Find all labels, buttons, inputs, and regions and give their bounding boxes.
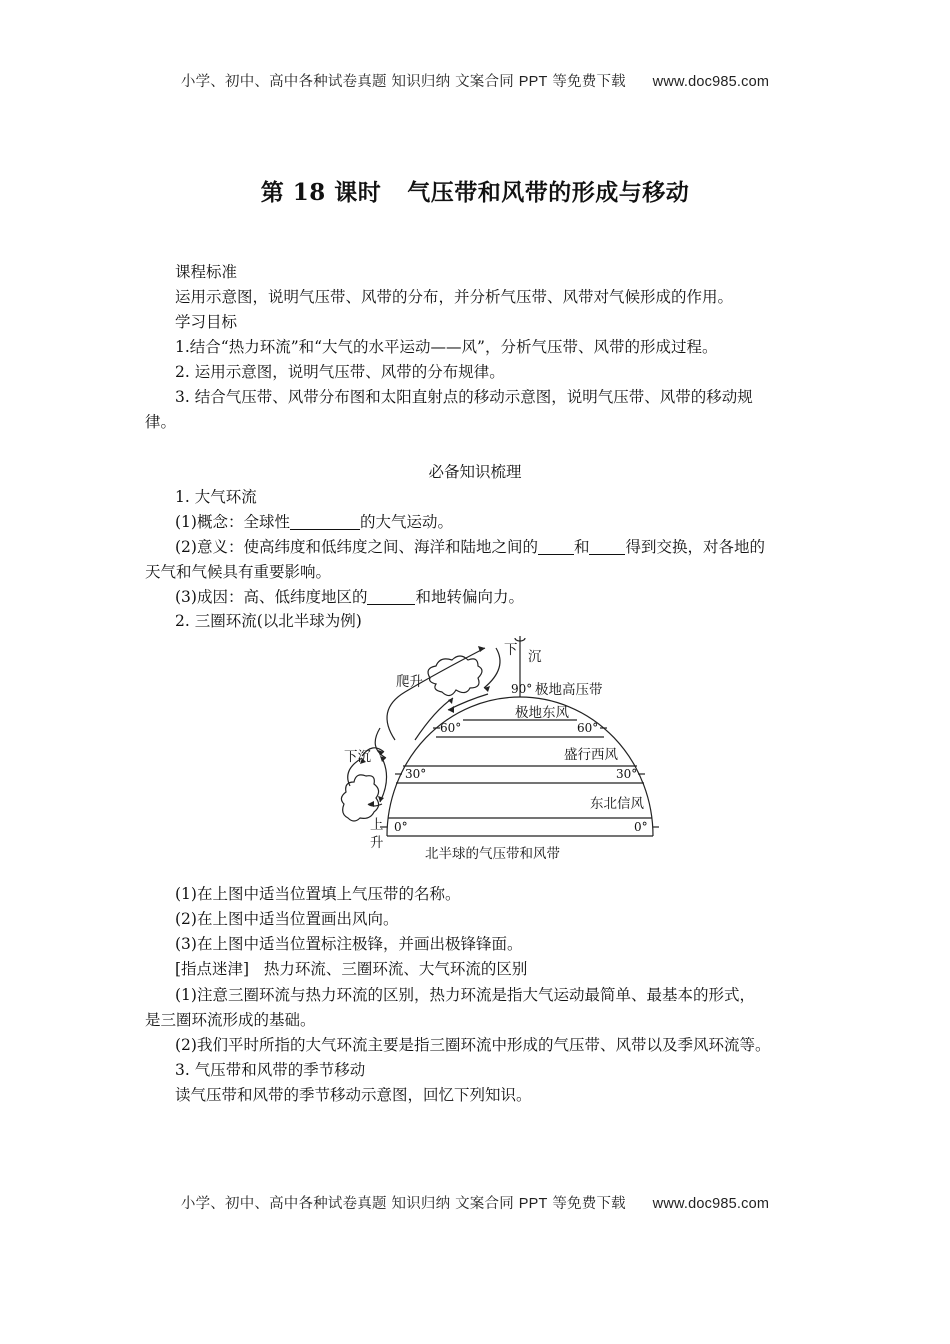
page-footer [0,1192,950,1213]
three-cell-circulation-diagram [320,628,665,868]
label-ne-trades: 东北信风 [590,796,644,812]
tip-paragraph-1: (1)注意三圈环流与热力环流的区别，热力环流是指大气运动最简单、最基本的形式， [175,986,755,1004]
label-polar-high: 极地高压带 [535,682,603,698]
lesson-topic: 气压带和风带的形成与移动 [407,179,690,206]
label-sink-left: 下沉 [344,749,371,765]
tip-heading [175,959,527,979]
footer-tail: 等免费下载 [552,1196,626,1212]
goal-item-continued: 律。 [145,413,177,431]
diagram-caption: 北半球的气压带和风带 [425,846,560,862]
section-heading: 必备知识梳理 [428,463,522,481]
label-0-degrees-left: 0° [394,820,408,834]
label-0-degrees-right: 0° [634,820,648,834]
footer-url[interactable]: www.doc985.com [652,1196,770,1212]
label-polar-easterlies: 极地东风 [515,705,569,721]
s1-cause: (3)成因：高、低纬度地区的 和地转偏向力。 [175,588,524,606]
header-ppt: PPT [518,74,548,90]
s3-text: 读气压带和风带的季节移动示意图，回忆下列知识。 [175,1086,532,1104]
goal-item: 3. 结合气压带、风带分布图和太阳直射点的移动示意图，说明气压带、风带的移动规 [175,388,753,406]
standard-text: 运用示意图，说明气压带、风带的分布，并分析气压带、风带对气候形成的作用。 [175,288,734,306]
s1-title: 1. 大气环流 [175,488,257,506]
footer-text: 小学、初中、高中各种试卷真题 知识归纳 文案合同 [180,1196,514,1212]
s2-question: (1)在上图中适当位置填上气压带的名称。 [175,885,461,903]
blank-field[interactable] [290,513,360,530]
footer-ppt: PPT [518,1196,548,1212]
header-url[interactable]: www.doc985.com [652,74,770,90]
tip-paragraph-1-continued: 是三圈环流形成的基础。 [145,1011,316,1029]
blank-field[interactable] [367,588,415,605]
label-sink-top-2: 沉 [528,649,542,665]
label-westerlies: 盛行西风 [564,747,618,763]
s2-question: (3)在上图中适当位置标注极锋，并画出极锋锋面。 [175,935,523,953]
tip-title: 热力环流、三圈环流、大气环流的区别 [263,960,528,978]
label-30-degrees-left: 30° [405,767,427,781]
s1-meaning: (2)意义：使高纬度和低纬度之间、海洋和陆地之间的 和 得到交换，对各地的 [175,538,765,556]
label-rise-2: 升 [370,835,384,851]
tip-tag: [指点迷津] [175,960,250,978]
label-30-degrees-right: 30° [616,767,638,781]
s3-title: 3. 气压带和风带的季节移动 [175,1061,366,1079]
s2-question: (2)在上图中适当位置画出风向。 [175,910,399,928]
blank-field[interactable] [538,538,574,555]
lesson-number: 第 18 课时 [260,179,382,206]
page-header [0,70,950,91]
goal-item: 1.结合“热力环流”和“大气的水平运动——风”，分析气压带、风带的形成过程。 [175,338,718,356]
header-text: 小学、初中、高中各种试卷真题 知识归纳 文案合同 [180,74,514,90]
s1-concept: (1)概念：全球性 的大气运动。 [175,513,453,531]
blank-field[interactable] [589,538,625,555]
header-tail: 等免费下载 [552,74,626,90]
goal-item: 2. 运用示意图，说明气压带、风带的分布规律。 [175,363,505,381]
s1-meaning-continued: 天气和气候具有重要影响。 [145,563,332,581]
standard-heading: 课程标准 [175,263,238,281]
label-sink-top-1: 下 [504,642,518,658]
label-climb: 爬升 [396,674,423,690]
label-rise-1: 上 [370,817,384,833]
goals-heading: 学习目标 [175,313,238,331]
s2-title: 2. 三圈环流(以北半球为例) [175,612,362,630]
label-90-degrees: 90° [511,682,533,696]
page-title [0,174,950,207]
label-60-degrees-left: 60° [440,721,462,735]
tip-paragraph-2: (2)我们平时所指的大气环流主要是指三圈环流中形成的气压带、风带以及季风环流等。 [175,1036,771,1054]
label-60-degrees-right: 60° [577,721,599,735]
